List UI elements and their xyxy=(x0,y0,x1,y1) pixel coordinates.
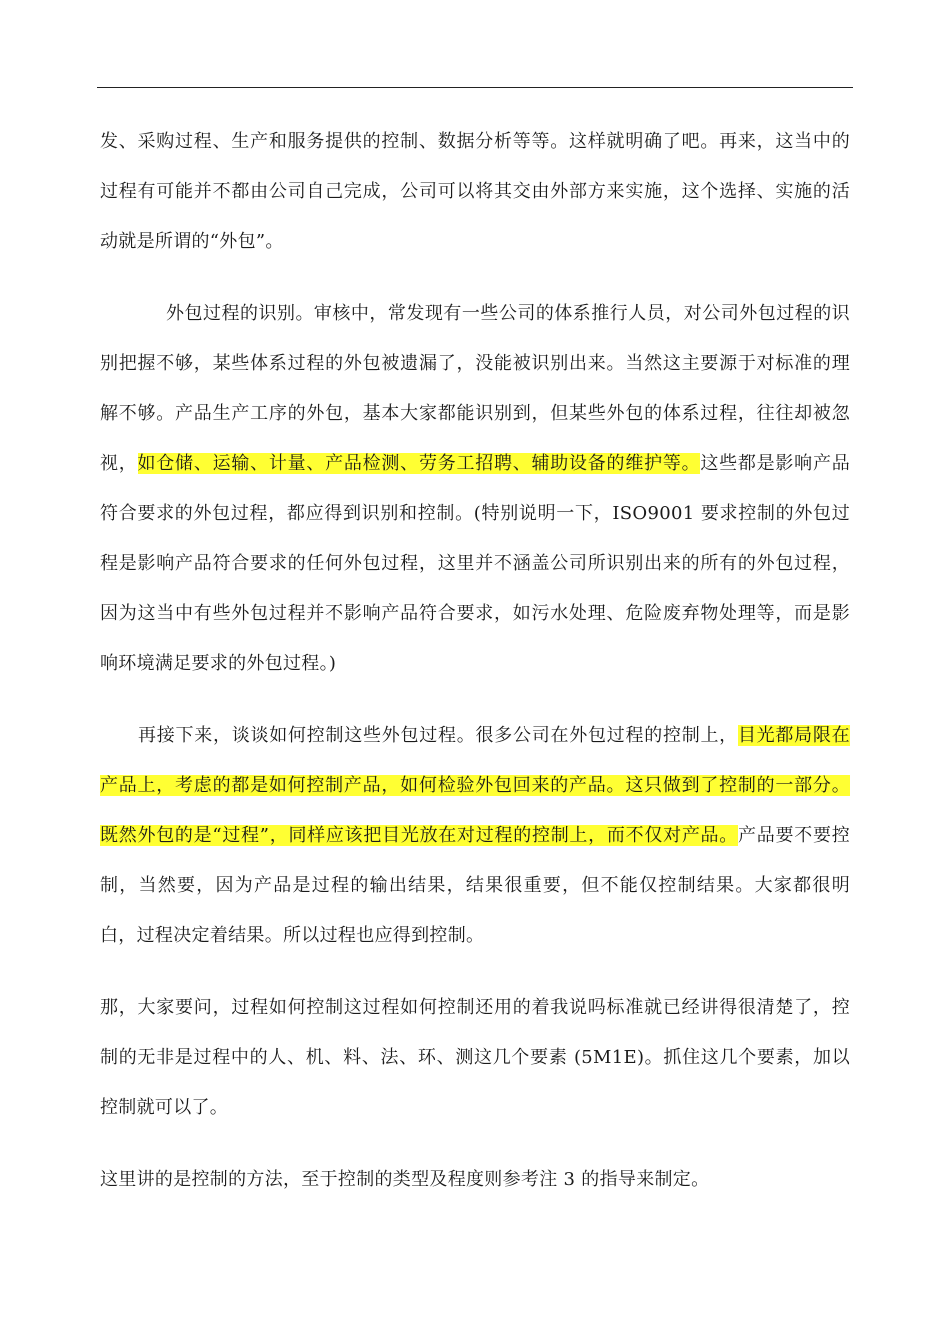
paragraph-2-highlight: 如仓储、运输、计量、产品检测、劳务工招聘、辅助设备的维护等。 xyxy=(137,453,701,474)
paragraph-4 xyxy=(100,983,850,1133)
paragraph-2-text-a: 外包过程的识别。审核中，常发现有一些公司的体系推行人员，对公司外包过程的识别把握不够，某些体系过程的外包被遗漏了，没能被识别出来。当然这主要源于对标准的理解不够。产品生产工序的外包，基本大家都能识别到，但某些外包的体系过程，往往却被忽视， xyxy=(100,303,850,474)
paragraph-2-text-b: 这些都是影响产品符合要求的外包过程，都应得到识别和控制。(特别说明一下，ISO9001 要求控制的外包过程是影响产品符合要求的任何外包过程，这里并不涵盖公司所识别出来的所有的外包过程，因为这当中有些外包过程并不影响产品符合要求，如污水处理、危险废弃物处理等，而是影响环境满足要求的外包过程。) xyxy=(100,453,851,674)
paragraph-5 xyxy=(100,1155,850,1205)
paragraph-3-text-b: 产品要不要控制，当然要，因为产品是过程的输出结果，结果很重要，但不能仅控制结果。大家都很明白，过程决定着结果。所以过程也应得到控制。 xyxy=(100,825,850,946)
paragraph-4-text: 那，大家要问，过程如何控制这过程如何控制还用的着我说吗标准就已经讲得很清楚了，控制的无非是过程中的人、机、料、法、环、测这几个要素 (5M1E)。抓住这几个要素，加以控制就可以了。 xyxy=(100,997,850,1118)
paragraph-5-text: 这里讲的是控制的方法，至于控制的类型及程度则参考注 3 的指导来制定。 xyxy=(100,1169,710,1190)
paragraph-3-highlight: 目光都局限在产品上，考虑的都是如何控制产品，如何检验外包回来的产品。这只做到了控制的一部分。既然外包的是“过程”，同样应该把目光放在对过程的控制上，而不仅对产品。 xyxy=(100,725,850,846)
paragraph-3-text-a: 再接下来，谈谈如何控制这些外包过程。很多公司在外包过程的控制上， xyxy=(138,725,738,746)
paragraph-2 xyxy=(100,289,850,689)
paragraph-3 xyxy=(100,711,850,961)
paragraph-1 xyxy=(100,117,850,267)
paragraph-1-text: 发、采购过程、生产和服务提供的控制、数据分析等等。这样就明确了吧。再来，这当中的过程有可能并不都由公司自己完成，公司可以将其交由外部方来实施，这个选择、实施的活动就是所谓的“外包”。 xyxy=(100,131,850,252)
header-rule xyxy=(97,87,853,88)
document-body xyxy=(100,117,850,1205)
